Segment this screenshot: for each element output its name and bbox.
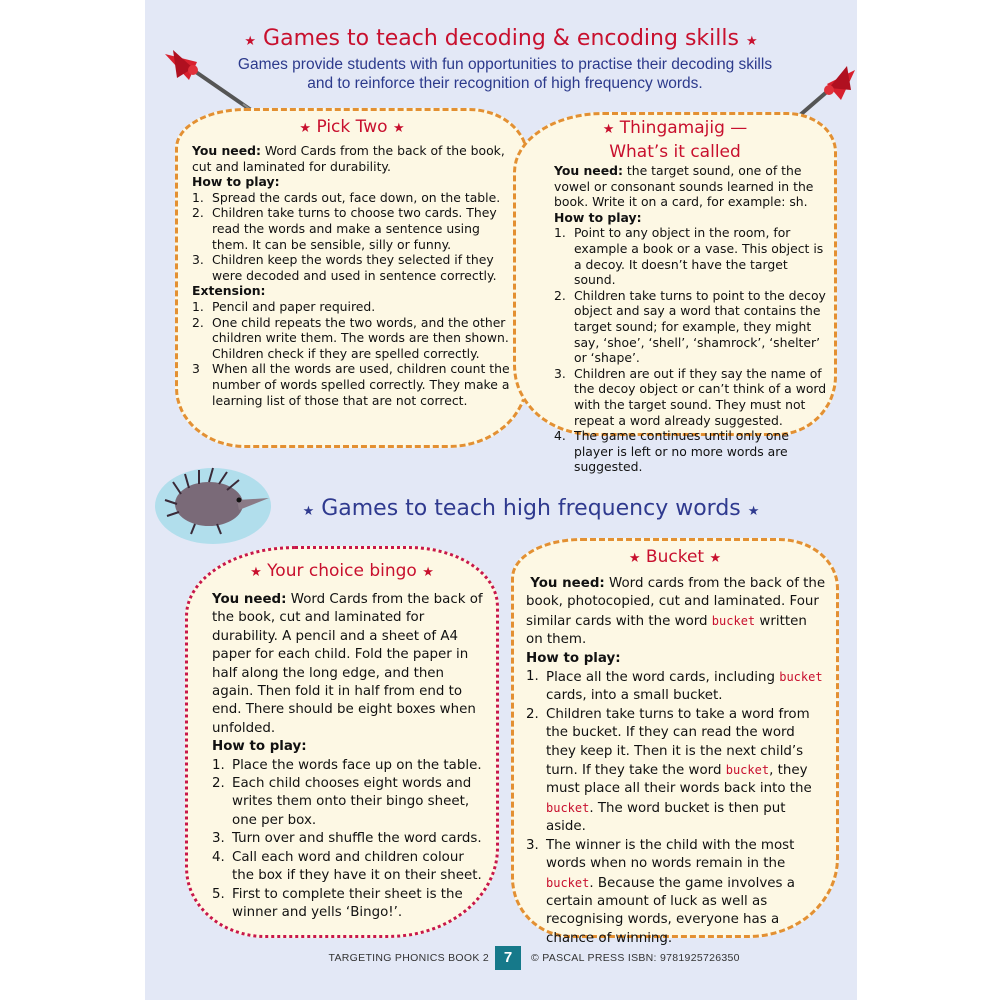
list-item: 4. The game continues until only one player is left or no more words are suggested.: [554, 428, 789, 475]
star-icon: ★: [745, 34, 758, 49]
card-title-text: Your choice bingo: [267, 561, 417, 581]
list-item: 2. Children take turns to point to the decoy object and say a word that contains the target sound; for example, they might say, ‘shoe’, ‘shell’, ‘shamrock’, ‘shelter’ or ‘shape’.: [554, 287, 826, 366]
card-title: [514, 547, 836, 567]
card-title-text: Pick Two: [316, 117, 388, 137]
card-thingamajig: [513, 112, 837, 475]
card-title-text: Thingamajig —: [619, 118, 748, 138]
list-item: 1. Point to any object in the room, for example a book or a vase. This object is a decoy. It doesn’t have the target sound.: [554, 225, 824, 288]
card-body: [212, 591, 486, 922]
list-item: 2. Children take turns to choose two cards. They read the words and make a sentence using them. It can be sensible, silly or funny.: [192, 205, 497, 252]
card-title: [188, 561, 496, 581]
star-icon: ★: [747, 504, 760, 519]
keyword: bucket: [779, 670, 823, 685]
you-need: You need: Word Cards from the back of the book, cut and laminated for durability. A pencil and a sheet of A4 paper for each child. Fold the paper in half along the long edge, and then again. Then fold it in half from end to end. There should be eight boxes when unfolded.: [212, 592, 483, 736]
star-icon: ★: [628, 551, 641, 566]
star-icon: ★: [244, 34, 257, 49]
list-item: 2. Children take turns to take a word from the bucket. If they can read the word they keep it. Then it is the next child’s turn. If they take the word bucket, they must place all their words back into the bucket. The word bucket is then put aside.: [526, 706, 812, 835]
card-bucket: [511, 538, 839, 946]
list-item: 3. The winner is the child with the most words when no words remain in the bucket. Because the game involves a certain amount of luck as well as recognising words, everyone has a chance of winning.: [526, 837, 795, 946]
list-item: 3. Children are out if they say the name of the decoy object or can’t think of a word with the target sound. They must not repeat a word already suggested.: [554, 365, 827, 428]
section-heading-text: Games to teach high frequency words: [321, 496, 741, 521]
star-icon: ★: [392, 121, 405, 136]
keyword: bucket: [546, 875, 590, 890]
list-item: 3. Children keep the words they selected if they were decoded and used in sentence correctly.: [192, 252, 497, 283]
list-item: 1. Spread the cards out, face down, on the table.: [192, 189, 501, 205]
card-title: [178, 117, 526, 137]
card-body: [554, 163, 830, 475]
card-title-text: What’s it called: [609, 142, 741, 162]
card-title-text: Bucket: [645, 547, 705, 567]
list-item: 5. First to complete their sheet is the winner and yells ‘Bingo!’.: [212, 886, 463, 920]
page-number: 7: [495, 946, 521, 970]
list-item: 2. One child repeats the two words, and the other children write them. The words are then shown. Children check if they are spelled correctly.: [192, 314, 509, 361]
list-item: 3. Turn over and shuffle the word cards.: [212, 831, 482, 847]
star-icon: ★: [299, 121, 312, 136]
keyword: bucket: [725, 763, 770, 778]
list-item: 3 When all the words are used, children count the number of words spelled correctly. They make a learning list of those that are not correct.: [192, 361, 510, 408]
list-item: 2. Each child chooses eight words and writes them onto their bingo sheet, one per box.: [212, 776, 472, 828]
steps-list: [526, 668, 826, 948]
how-to-play-label: How to play:: [554, 209, 642, 225]
list-item: 4. Call each word and children colour the box if they have it on their sheet.: [212, 849, 482, 884]
footer-book-title: TARGETING PHONICS BOOK 2: [328, 952, 489, 964]
how-to-play-label: How to play:: [526, 650, 621, 666]
card-your-choice-bingo: [185, 546, 499, 938]
steps-list: [192, 190, 516, 284]
section-heading-decoding: [145, 26, 857, 51]
star-icon: ★: [602, 122, 615, 137]
card-body: [526, 575, 826, 948]
list-item: 1. Place all the word cards, including bucket cards, into a small bucket.: [526, 669, 823, 704]
keyword: bucket: [711, 613, 756, 628]
star-icon: ★: [302, 504, 315, 519]
card-title: [516, 117, 834, 164]
star-icon: ★: [709, 551, 722, 566]
steps-list: [212, 757, 486, 923]
star-icon: ★: [422, 565, 434, 580]
extension-label: Extension:: [192, 283, 266, 299]
section-heading-text: Games to teach decoding & encoding skills: [263, 26, 739, 51]
you-need: You need: the target sound, one of the vowel or consonant sounds learned in the book. Write it on a card, for example: sh.: [554, 163, 814, 210]
extension-list: [192, 299, 516, 408]
keyword: bucket: [546, 800, 590, 815]
steps-list: [554, 225, 830, 475]
intro-paragraph: Games provide students with fun opportunities to practise their decoding skills and to reinforce their recognition of high frequency words.: [237, 56, 773, 92]
list-item: 1. Place the words face up on the table.: [212, 757, 482, 773]
how-to-play-label: How to play:: [192, 174, 280, 190]
you-need: You need: Word cards from the back of the book, photocopied, cut and laminated. Four similar cards with the word bucket written on them.: [526, 576, 826, 648]
how-to-play-label: How to play:: [212, 739, 307, 755]
section-heading-hfw: [175, 496, 857, 521]
star-icon: ★: [250, 565, 262, 580]
list-item: 1. Pencil and paper required.: [192, 298, 376, 314]
card-pick-two: [175, 108, 529, 448]
you-need: You need: Word Cards from the back of the book, cut and laminated for durability.: [192, 143, 505, 174]
card-body: [192, 143, 516, 408]
page: [145, 0, 857, 1000]
footer-publisher: © PASCAL PRESS ISBN: 9781925726350: [531, 952, 740, 964]
page-footer: [145, 946, 857, 970]
